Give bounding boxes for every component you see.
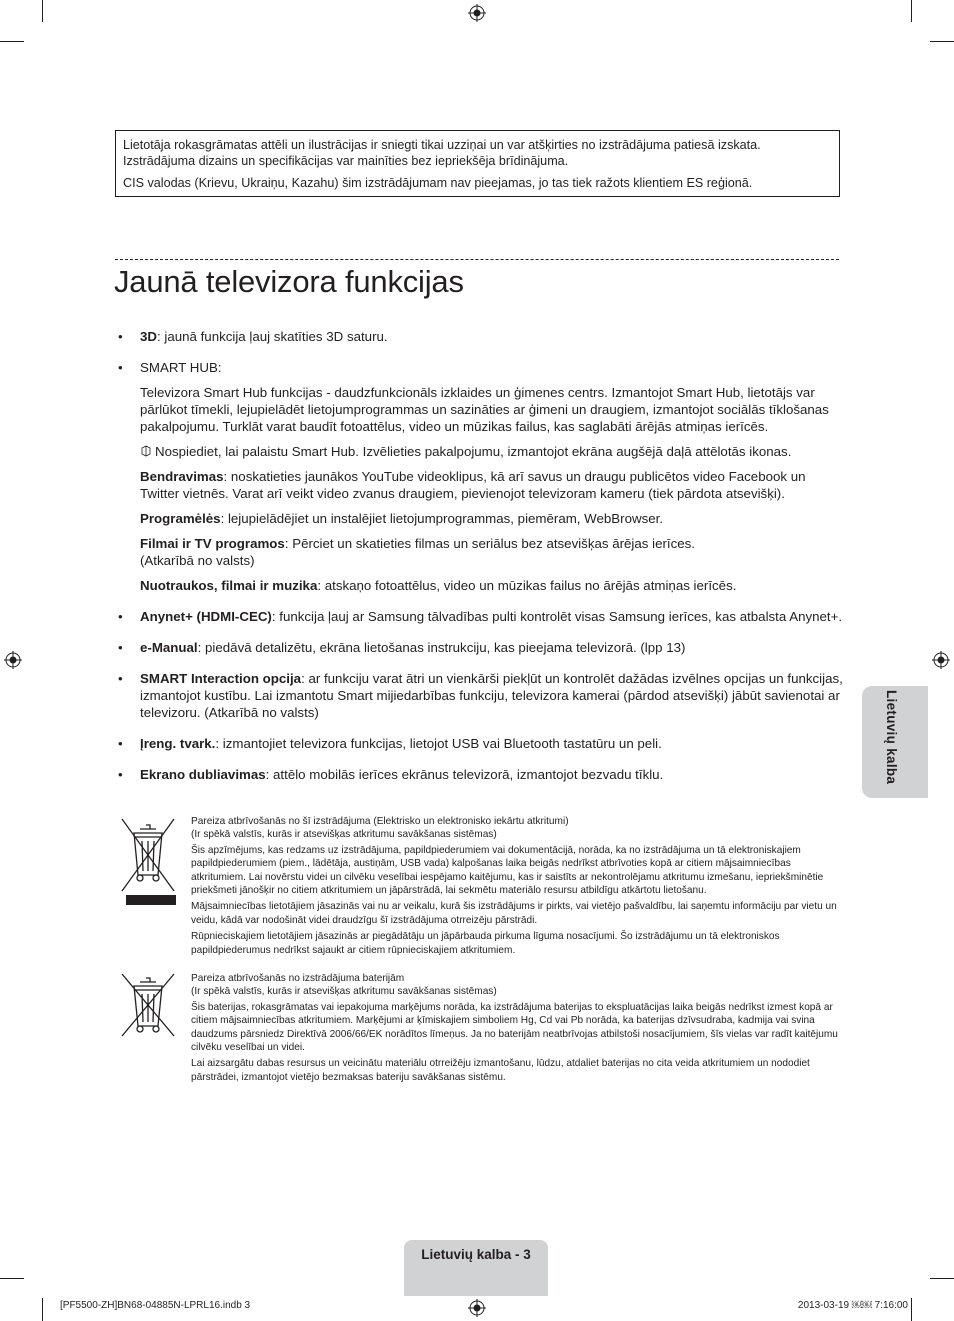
bullet: • [118,671,123,686]
registration-mark-icon [468,4,486,22]
sub-item-text: : atskaņo fotoattēlus, video un mūzikas failus no ārējās atmiņas ierīcēs. [317,578,737,593]
note-text: Nospiediet, lai palaistu Smart Hub. Izvēlieties pakalpojumu, izmantojot ekrāna augšējā daļā attēlotās ikonas. [155,444,792,459]
language-side-tab [862,686,928,798]
crop-mark [930,41,954,42]
sub-item-label: Bendravimas [140,469,224,484]
crop-mark [930,1278,954,1279]
feature-text: : piedāvā detalizētu, ekrāna lietošanas instrukciju, kas pieejama televizorā. (lpp 13) [197,640,686,655]
bullet: • [118,329,123,344]
disposal-paragraph: Šis baterijas, rokasgrāmatas vai iepakojuma marķējums norāda, ka izstrādājuma baterijas to ekspluatācijas laika beigās nedrīkst izmest kopā ar citiem mājsaimniecības atkritumiem. Marķējumi ar ķīmiskajiem simboliem Hg, Cd vai Pb norāda, ka baterijas dzīvsudraba, kadmija vai svina daudzums pārsniedz Direktīvā 2006/66/EK norādītos līmeņus. Ja no baterijām neatbrīvojas atbilstoši nosacījumiem, šīs vielas var radīt kaitējumu cilvēku veselībai un videi. [191,1001,838,1054]
registration-mark-icon [932,651,950,669]
note [140,443,843,460]
sub-item-text: : lejupielādējiet un instalējiet lietojumprogrammas, piemēram, WebBrowser. [220,511,664,526]
page-number-label: Lietuvių kalba - 3 [421,1247,531,1262]
feature-label: Ekrano dubliavimas [140,767,266,782]
registration-mark-icon [468,1299,486,1317]
sub-item [140,577,843,594]
sub-item [140,535,843,569]
page-number-tab [404,1240,548,1296]
feature-label: e-Manual [140,640,198,655]
footer-timestamp: 2013-03-19 ￼￼ 7:16:00 [797,1300,908,1311]
feature-text: : funkcija ļauj ar Samsung tālvadības pulti kontrolēt visas Samsung ierīces, kas atbalsta Anynet+. [271,609,843,624]
bullet: • [118,767,123,782]
sub-item-text: : noskatieties jaunākos YouTube videoklipus, kā arī savus un draugu publicētos video Facebook un Twitter vietnēs. Varat arī veikt video zvanus draugiem, pievienojot televizoram kameru (tiek pārdota atsevišķi). [140,469,806,501]
note-icon [140,445,152,457]
list-item [118,608,843,625]
crop-mark [42,0,43,22]
sub-item [140,468,843,502]
list-item [118,766,843,783]
footer-file-info: [PF5500-ZH]BN68-04885N-LPRL16.indb 3 [60,1300,251,1311]
feature-label: 3D [140,329,157,344]
bullet: • [118,736,123,751]
list-item [118,735,843,752]
disposal-battery-text [191,972,839,1087]
disposal-paragraph: Mājsaimniecības lietotājiem jāsazinās vai nu ar veikalu, kurā šis izstrādājums ir pirkts, vai vietējo pašvaldību, lai saņemtu informāciju par vietu un veidu, kādā var nodošināt videi draudzīgu šī izstrādājuma otrreizēju pārstrādi. [191,901,837,926]
disposal-paragraph: Rūpnieciskajiem lietotājiem jāsazinās ar piegādātāju un jāpārbauda pirkuma līguma nosacījumi. Šo izstrādājumu un tā elektroniskos papildpiederumus nedrīkst sajaukt ar citiem rūpnieciskajiem atkritumiem. [191,931,780,956]
smart-hub-details [140,384,843,594]
notice-box [115,130,840,197]
section-divider [115,259,839,260]
crop-mark [42,1298,43,1321]
list-item [118,639,843,656]
disposal-paragraph: Šis apzīmējums, kas redzams uz izstrādājuma, papildpiederumiem vai dokumentācijā, norāda, ka no izstrādājuma un tā elektroniskajiem papildpiederumiem (piem., lādētāja, austiņām, USB vada) kalpošanas laika beigās nedrīkst atbrīvoties kopā ar citiem mājsaimniecības atkritumiem. Lai novērstu videi un cilvēku veselībai iespējamo kaitējumu, kas ir saistīts ar nekontrolējamu atkritumu izmešanu, iepriekšminētie priekšmeti jānošķir no citiem atkritumiem un jāpārstrādā, lai sekmētu materiālo resursu atbildīgu atkārtotu lietošanu. [191,844,824,897]
disposal-title: Pareiza atbrīvošanās no šī izstrādājuma (Elektrisko un elektronisko iekārtu atkritumi) [191,816,569,827]
bullet: • [118,360,123,375]
bullet: • [118,640,123,655]
notice-text: CIS valodas (Krievu, Ukraiņu, Kazahu) šim izstrādājumam nav pieejamas, jo tas tiek ražots klientiem ES reģionā. [123,176,753,190]
crop-mark [911,1298,912,1321]
list-item [118,328,843,345]
page-title: Jaunā televizora funkcijas [114,264,464,299]
list-item [118,359,843,594]
feature-list [118,328,843,797]
feature-text: : ar funkciju varat ātri un vienkārši piekļūt un kontrolēt dažādas izvēlnes opcijas un funkcijas, izmantojot kustību. Lai izmantotu Smart mijiedarbības funkciju, televizora kamerai (pārdod atsevišķi) jābūt savienotai ar televizoru. (Atkarībā no valsts) [140,671,843,720]
disposal-paragraph: Lai aizsargātu dabas resursus un veicinātu materiālu otrreižēju izmantošanu, lūdzu, atdaliet baterijas no cita veida atkritumiem un nododiet pārstrādei, izmantojot vietējo bezmaksas bateriju savākšanas sistēmu. [191,1058,810,1083]
disposal-product-text [191,815,839,960]
bullet: • [118,609,123,624]
feature-label: Anynet+ (HDMI-CEC) [140,609,272,624]
smart-hub-intro: Televizora Smart Hub funkcijas - daudzfunkcionāls izklaides un ģimenes centrs. Izmantojot Smart Hub, lietotājs var pārlūkot tīmekli, lejupielādēt lietojumprogrammas un sazināties ar ģimeni un draugiem, izmantojot sociālās tīklošanas pakalpojumu. Turklāt varat baudīt fotoattēlus, video un mūzikas failus, kas saglabāti ārējās atmiņas ierīcēs. [140,385,829,434]
language-side-tab-label: Lietuvių kalba [884,690,899,785]
disposal-subtitle: (Ir spēkā valstīs, kurās ir atsevišķas atkritumu savākšanas sistēmas) [191,829,497,841]
crop-mark [0,41,24,42]
registration-mark-icon [4,651,22,669]
sub-item-text: : Pērciet un skatieties filmas un seriālus bez atsevišķas ārējas ierīces. [284,536,695,551]
feature-text: : izmantojiet televizora funkcijas, lietojot USB vai Bluetooth tastatūru un peli. [215,736,662,751]
sub-item-label: Nuotraukos, filmai ir muzika [140,578,318,593]
list-item [118,670,843,721]
disposal-subtitle: (Ir spēkā valstīs, kurās ir atsevišķas atkritumu savākšanas sistēmas) [191,986,497,998]
sub-item [140,510,843,527]
sub-item-note: (Atkarībā no valsts) [140,553,255,568]
crossed-bin-icon [118,815,178,907]
crop-mark [0,1278,24,1279]
feature-label: Įreng. tvark. [140,736,216,751]
feature-text: : jaunā funkcija ļauj skatīties 3D saturu. [157,329,388,344]
feature-text: : [217,360,222,375]
feature-label: SMART Interaction opcija [140,671,302,686]
disposal-title: Pareiza atbrīvošanās no izstrādājuma baterijām [191,973,405,984]
sub-item-label: Programėlės [140,511,221,526]
sub-item-label: Filmai ir TV programos [140,536,285,551]
crop-mark [911,0,912,22]
feature-label: SMART HUB [140,360,218,375]
crossed-bin-icon [118,972,178,1038]
feature-text: : attēlo mobilās ierīces ekrānus televizorā, izmantojot bezvadu tīklu. [265,767,664,782]
notice-text: Lietotāja rokasgrāmatas attēli un ilustrācijas ir sniegti tikai uzziņai un var atšķirties no izstrādājuma patiesā izskata. Izstrādājuma dizains un specifikācijas var mainīties bez iepriekšēja brīdinājuma. [123,138,761,168]
